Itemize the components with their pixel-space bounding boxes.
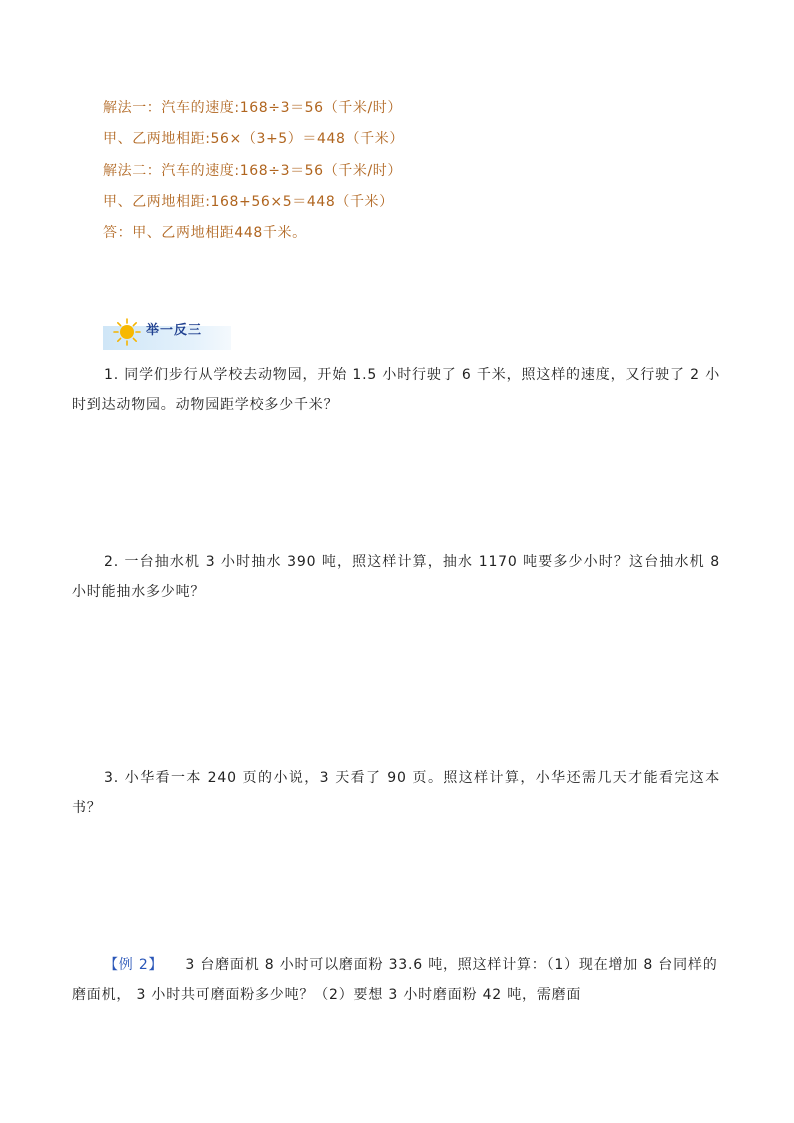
answer-line: 答：甲、乙两地相距448千米。	[103, 225, 307, 241]
question-2	[72, 547, 720, 607]
solution-line: 解法一：汽车的速度:168÷3＝56（千米/时）	[103, 100, 403, 116]
solution-line: 甲、乙两地相距:56×（3+5）＝448（千米）	[103, 131, 404, 147]
solution-line: 解法二：汽车的速度:168÷3＝56（千米/时）	[103, 163, 403, 179]
question-1	[72, 360, 720, 420]
example-label: 【例 2】	[104, 957, 164, 973]
solution-line: 甲、乙两地相距:168+56×5＝448（千米）	[103, 194, 394, 210]
question-text: 2. 一台抽水机 3 小时抽水 390 吨，照这样计算，抽水 1170 吨要多少小时？这台抽水机 8 小时能抽水多少吨？	[72, 554, 720, 600]
question-text: 1. 同学们步行从学校去动物园，开始 1.5 小时行驶了 6 千米，照这样的速度，又行驶了 2 小时到达动物园。动物园距学校多少千米？	[72, 367, 720, 413]
section-title: 举一反三	[146, 323, 203, 338]
sun-icon	[112, 317, 142, 347]
question-3	[72, 763, 720, 823]
section-banner	[103, 317, 231, 351]
example-2	[72, 950, 720, 1010]
question-text: 3. 小华看一本 240 页的小说，3 天看了 90 页。照这样计算，小华还需几天才能看完这本书？	[72, 770, 720, 816]
example-text: 3 台磨面机 8 小时可以磨面粉 33.6 吨，照这样计算：（1）现在增加 8 台同样的磨面机， 3 小时共可磨面粉多少吨？（2）要想 3 小时磨面粉 42 吨，需磨面	[72, 957, 718, 1003]
